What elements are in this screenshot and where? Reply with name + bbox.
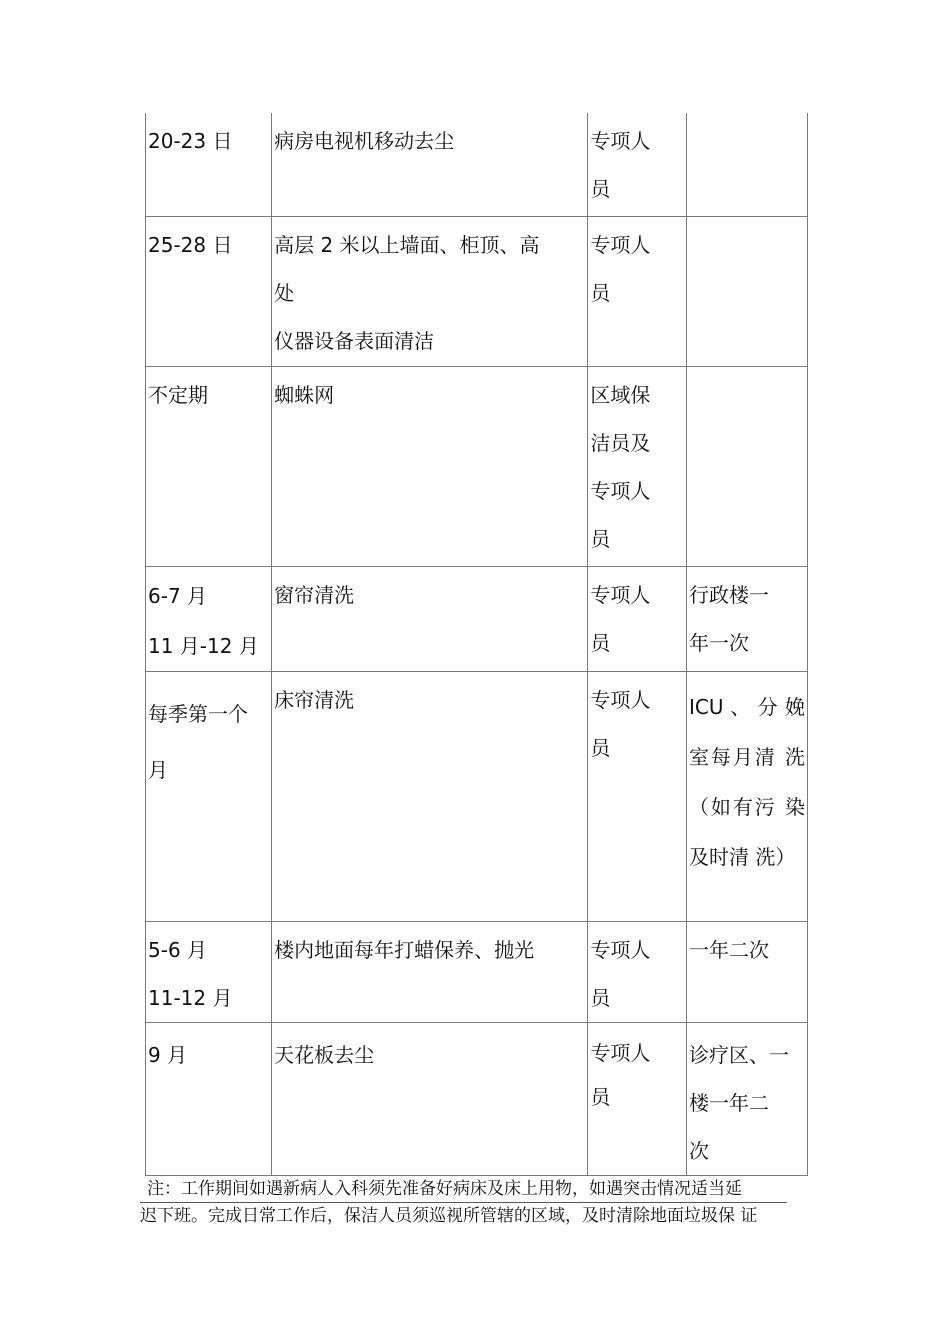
staff-cell: 专项人 员 [588, 566, 687, 671]
time-cell: 20-23 日 [146, 113, 272, 216]
note-cell: 诊疗区、一 楼一年二 次 [686, 1022, 807, 1175]
staff-cell: 专项人 员 [588, 921, 687, 1022]
item-cell: 高层 2 米以上墙面、柜顶、高 处 仪器设备表面清洁 [272, 216, 588, 366]
table-row [146, 921, 808, 1022]
time-cell: 6-7 月 11 月-12 月 [146, 566, 272, 671]
time-cell: 25-28 日 [146, 216, 272, 366]
item-cell: 窗帘清洗 [272, 566, 588, 671]
staff-cell: 区域保 洁员及 专项人 员 [588, 366, 687, 566]
table-row [146, 671, 808, 921]
staff-cell: 专项人 员 [588, 216, 687, 366]
note-cell [686, 216, 807, 366]
table-row [146, 113, 808, 216]
time-cell: 每季第一个 月 [146, 671, 272, 921]
footnote-line-2: 迟下班。完成日常工作后，保洁人员须巡视所管辖的区域，及时清除地面垃圾保 证 [140, 1206, 758, 1226]
table-row [146, 366, 808, 566]
item-cell: 床帘清洗 [272, 671, 588, 921]
footnote [140, 1176, 810, 1229]
staff-cell: 专项人 员 [588, 1022, 687, 1175]
table-row [146, 566, 808, 671]
item-cell: 天花板去尘 [272, 1022, 588, 1175]
cleaning-schedule-table [145, 113, 808, 1176]
item-cell: 楼内地面每年打蜡保养、抛光 [272, 921, 588, 1022]
item-cell: 病房电视机移动去尘 [272, 113, 588, 216]
table-row [146, 1022, 808, 1175]
time-cell: 5-6 月 11-12 月 [146, 921, 272, 1022]
item-cell: 蜘蛛网 [272, 366, 588, 566]
time-cell: 9 月 [146, 1022, 272, 1175]
note-cell: 一年二次 [686, 921, 807, 1022]
note-cell: ICU 、 分 娩 室每月清 洗 （如有污 染 及时清 洗） [686, 671, 807, 921]
note-cell [686, 366, 807, 566]
note-cell [686, 113, 807, 216]
footnote-line-1: 注：工作期间如遇新病人入科须先准备好病床及床上用物，如遇突击情况适当延 [140, 1176, 787, 1203]
table-row [146, 216, 808, 366]
time-cell: 不定期 [146, 366, 272, 566]
staff-cell: 专项人 员 [588, 113, 687, 216]
note-cell: 行政楼一 年一次 [686, 566, 807, 671]
staff-cell: 专项人 员 [588, 671, 687, 921]
